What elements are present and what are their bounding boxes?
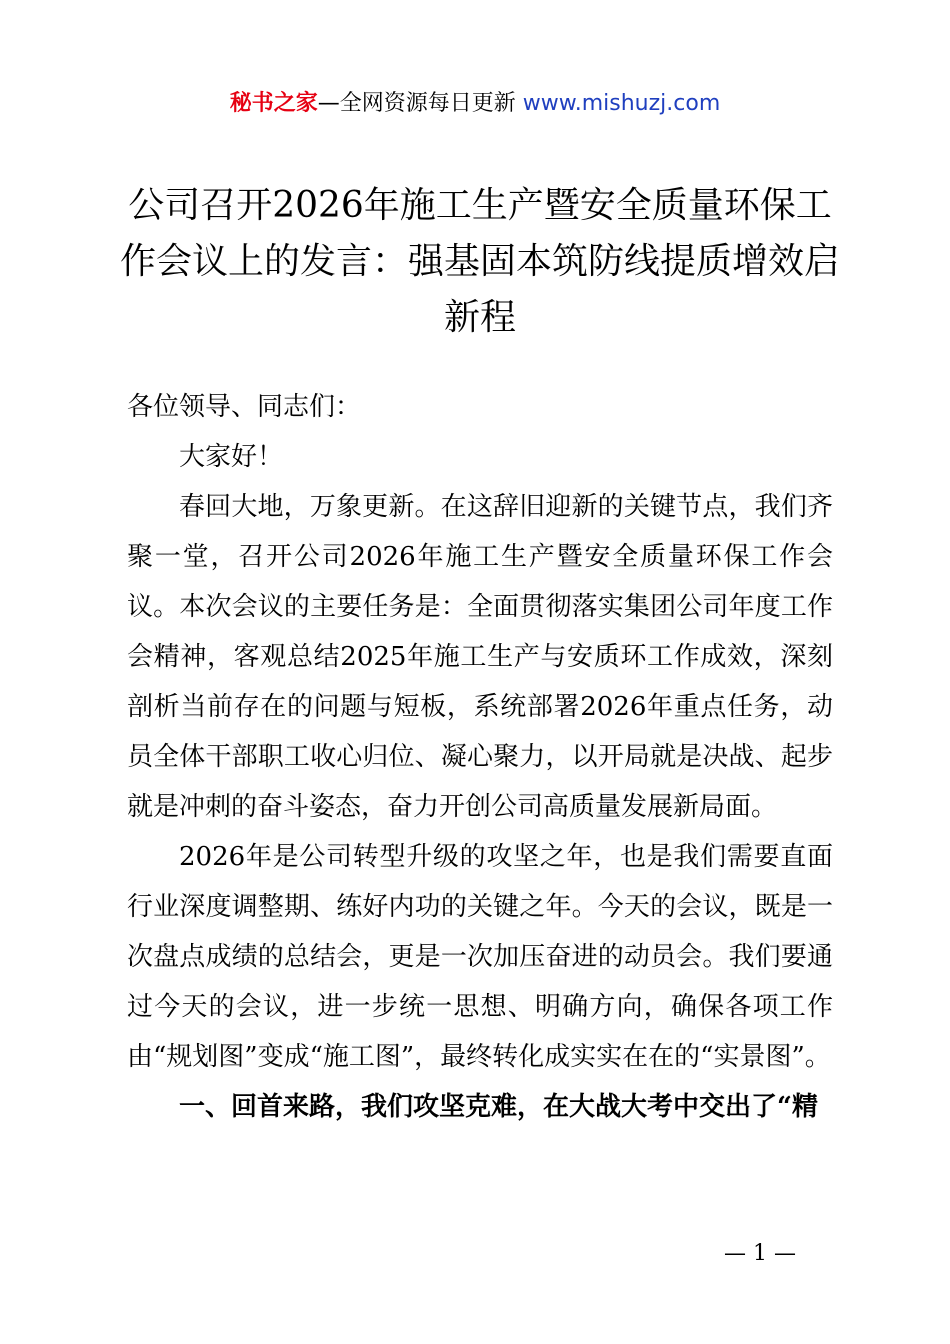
salutation: 各位领导、同志们： <box>127 392 362 422</box>
site-tagline: —全网资源每日更新 <box>317 91 516 116</box>
site-header <box>0 84 950 124</box>
page-number: — 1 — <box>724 1241 796 1266</box>
title-line: 作会议上的发言：强基固本筑防线提质增效启 <box>120 241 841 282</box>
site-url-link[interactable]: www.mishuzj.com <box>522 91 721 116</box>
document-body <box>127 382 833 1132</box>
document-title <box>120 178 840 346</box>
title-line: 公司召开2026年施工生产暨安全质量环保工 <box>128 185 832 226</box>
title-line: 新程 <box>443 297 516 338</box>
section-heading: 一、回首来路，我们攻坚克难，在大战大考中交出了“精 <box>179 1092 818 1122</box>
greeting: 大家好！ <box>179 442 284 472</box>
body-paragraph: 2026年是公司转型升级的攻坚之年，也是我们需要直面行业深度调整期、练好内功的关键之年。今天的会议，既是一次盘点成绩的总结会，更是一次加压奋进的动员会。我们要通过今天的会议，进一步统一思想、明确方向，确保各项工作由“规划图”变成“施工图”，最终转化成实实在在的“实景图”。 <box>127 842 833 1072</box>
body-paragraph: 春回大地，万象更新。在这辞旧迎新的关键节点，我们齐聚一堂，召开公司2026年施工生产暨安全质量环保工作会议。本次会议的主要任务是：全面贯彻落实集团公司年度工作会精神，客观总结2025年施工生产与安质环工作成效，深刻剖析当前存在的问题与短板，系统部署2026年重点任务，动员全体干部职工收心归位、凝心聚力，以开局就是决战、起步就是冲刺的奋斗姿态，奋力开创公司高质量发展新局面。 <box>127 492 833 822</box>
site-brand: 秘书之家 <box>229 91 318 116</box>
